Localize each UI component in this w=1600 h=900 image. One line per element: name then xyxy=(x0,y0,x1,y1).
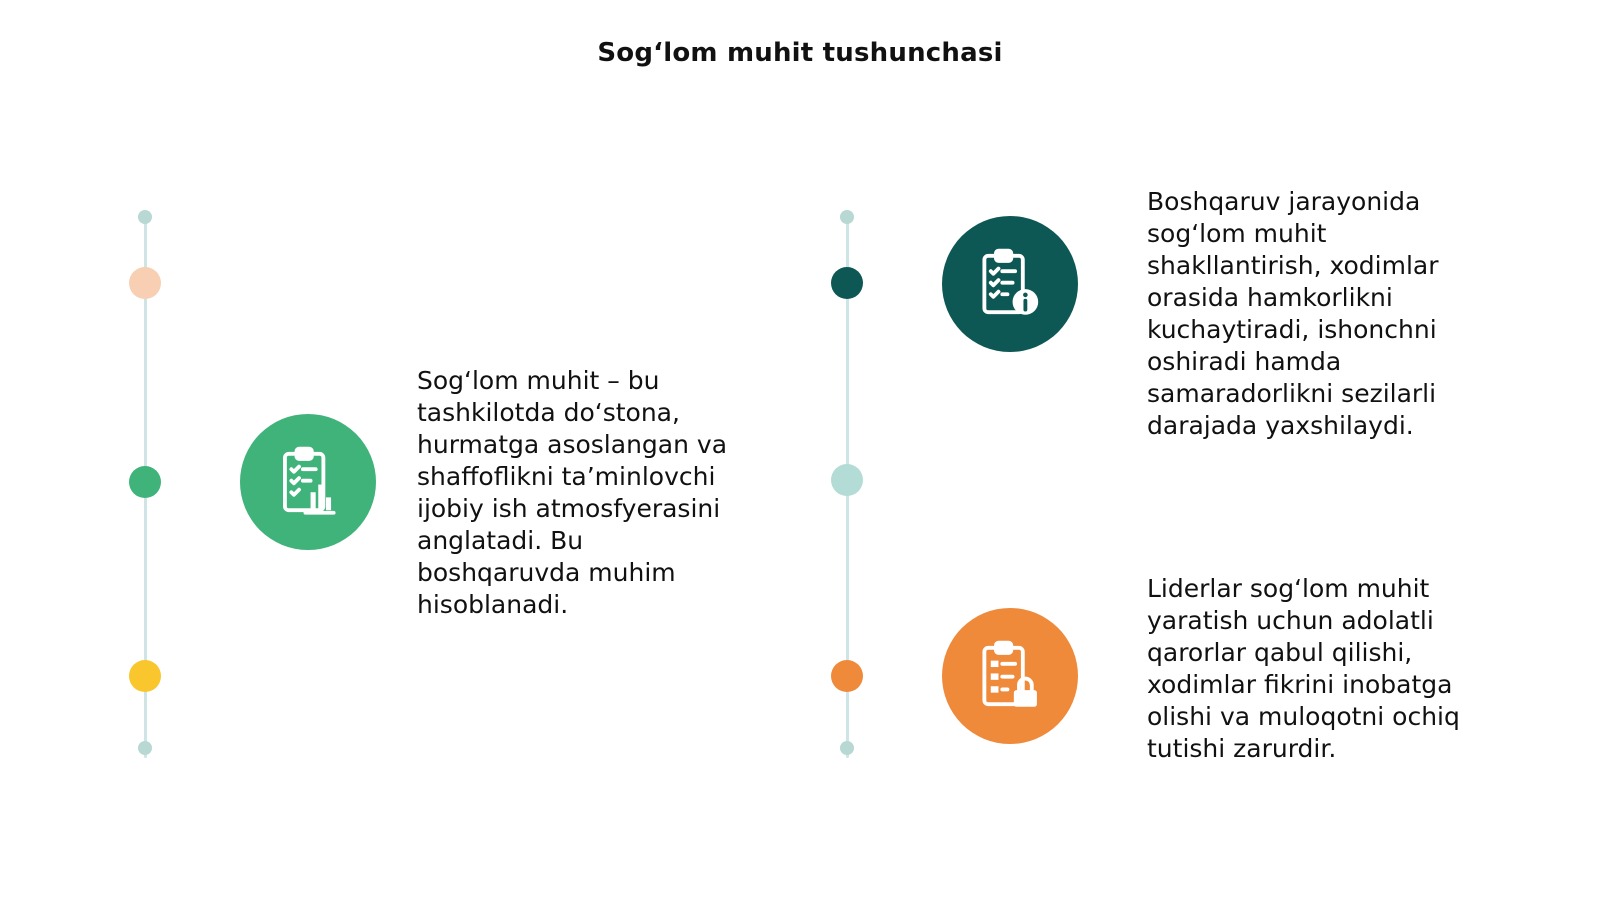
timeline-dot-green xyxy=(129,466,161,498)
timeline-start-cap xyxy=(840,210,854,224)
timeline-dot-dark-teal xyxy=(831,267,863,299)
timeline-dot-peach xyxy=(129,267,161,299)
item-1-text: Sog‘lom muhit – bu tashkilotda do‘stona, hurmatga asoslangan va shaffoflikni ta’minlovchi ijobiy ish atmosfyerasini anglatadi. Bu boshqaruvda muhim hisoblanadi. xyxy=(417,366,728,619)
item-3-text: Liderlar sog‘lom muhit yaratish uchun adolatli qarorlar qabul qilishi, xodimlar fikrini inobatga olishi va muloqotni ochiq tutishi zarurdir. xyxy=(1147,574,1460,763)
timeline-end-cap xyxy=(840,741,854,755)
timeline-dot-orange xyxy=(831,660,863,692)
item-2-text: Boshqaruv jarayonida sog‘lom muhit shakllantirish, xodimlar orasida hamkorlikni kuchaytiradi, ishonchni oshiradi hamda samaradorlikni sezilarli darajada yaxshilaydi. xyxy=(1147,187,1439,440)
page-title: Sog‘lom muhit tushunchasi xyxy=(597,38,1003,68)
timeline-start-cap xyxy=(138,210,152,224)
clipboard-chart-icon xyxy=(240,414,376,550)
clipboard-info-icon xyxy=(942,216,1078,352)
timeline-dot-light-teal xyxy=(831,464,863,496)
timeline-right xyxy=(827,210,867,770)
clipboard-lock-icon xyxy=(942,608,1078,744)
timeline-left xyxy=(125,210,165,770)
timeline-dot-yellow xyxy=(129,660,161,692)
timeline-end-cap xyxy=(138,741,152,755)
